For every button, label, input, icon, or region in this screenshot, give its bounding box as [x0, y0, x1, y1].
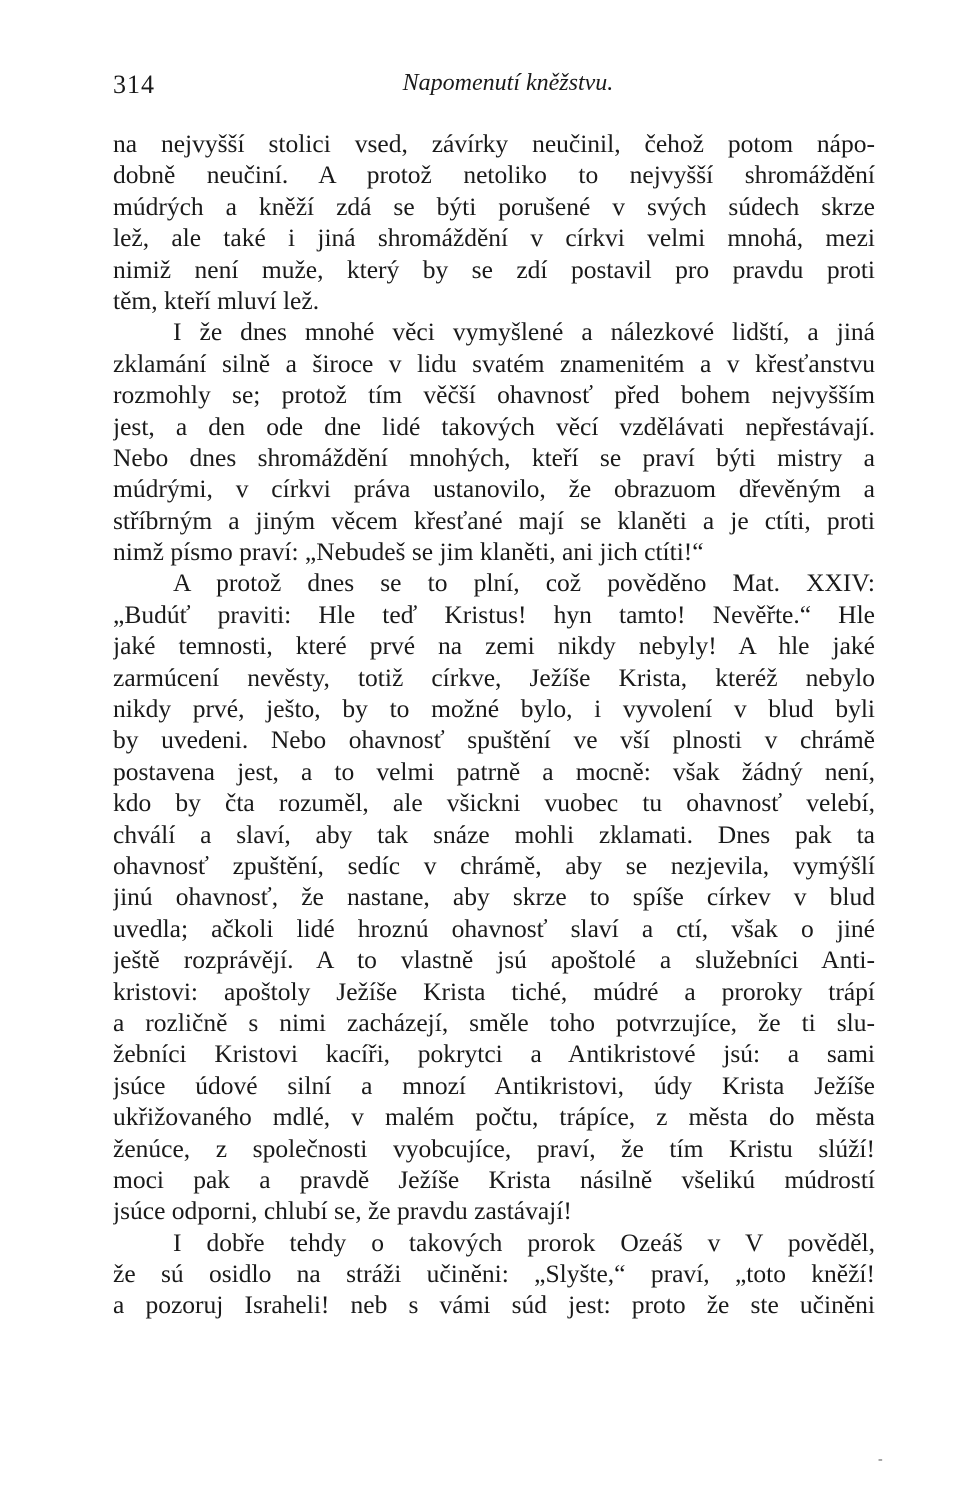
text-line: kristovi: apoštoly Ježíše Krista tiché, múdré a proroky trápí	[113, 976, 875, 1006]
text-line: chválí a slaví, aby tak snáze mohli zklamati. Dnes pak ta	[113, 819, 875, 849]
text-line: postavena jest, a to velmi patrně a mocně: však žádný není,	[113, 756, 875, 786]
text-line: zklamání silně a široce v lidu svatém znamenitém a v křesťanstvu	[113, 348, 875, 378]
text-line: jsúce odporni, chlubí se, že pravdu zastávají!	[113, 1196, 572, 1226]
text-line: stříbrným a jiným věcem křesťané mají se klaněti a je ctíti, proti	[113, 505, 875, 535]
body-text	[113, 128, 875, 1321]
text-line: kdo by čta rozuměl, ale všickni vuobec tu ohavnosť velebí,	[113, 788, 875, 818]
running-title: Napomenutí kněžstvu.	[402, 70, 614, 96]
text-line: jest, a den ode dne lidé takových věcí vzdělávati nepřestávají.	[113, 411, 875, 441]
text-line: že sú osidlo na stráži učiněni: „Slyšte,“ praví, „toto kněží!	[113, 1259, 875, 1289]
text-line: lež, ale také i jiná shromáždění v církvi velmi mnohá, mezi	[113, 223, 875, 253]
running-head	[113, 70, 873, 104]
text-line: ještě rozprávějí. A to vlastně jsú apoštolé a služebníci Anti-	[113, 945, 875, 975]
text-line: nikdy prvé, ješto, by to možné bylo, i vyvolení v blud byli	[113, 694, 875, 724]
text-line: by uvedeni. Nebo ohavnosť spuštění ve vší plnosti v chrámě	[113, 725, 875, 755]
text-line: na nejvyšší stolici vsed, závírky neučinil, čehož potom nápo-	[113, 129, 875, 158]
text-line: A protož dnes se to plní, což pověděno Mat. XXIV:	[173, 568, 875, 598]
text-line: dobně neučiní. A protož netoliko to nejvyšší shromáždění	[113, 160, 875, 190]
text-line: I dobře tehdy o takových prorok Ozeáš v V pověděl,	[173, 1227, 875, 1257]
text-line: I že dnes mnohé věci vymyšlené a nálezkové lidští, a jiná	[173, 317, 875, 347]
text-line: uvedla; ačkoli lidé hroznú ohavnosť slaví a ctí, však o jiné	[113, 913, 875, 943]
text-line: ženúce, z společnosti vyobcujíce, praví, že tím Kristu slúží!	[113, 1133, 875, 1163]
text-line: nimiž není muže, který by se zdí postavil pro pravdu proti	[113, 254, 875, 284]
text-line: žebníci Kristovi kacíři, pokrytci a Antikristové jsú: a sami	[113, 1039, 875, 1069]
page-number: 314	[113, 70, 155, 99]
text-line: moci pak a pravdě Ježíše Krista násilně všelikú múdrostí	[113, 1164, 875, 1194]
text-line: jinú ohavnosť, že nastane, aby skrze to spíše církev v blud	[113, 882, 875, 912]
text-line: zarmúcení nevěsty, totiž církve, Ježíše Krista, kteréž nebylo	[113, 662, 875, 692]
text-line: ohavnosť zpuštění, sedíc v chrámě, aby se nezjevila, vymýšlí	[113, 850, 875, 880]
text-line: múdrými, v církvi práva ustanovilo, že obrazuom dřevěným a	[113, 474, 875, 504]
page-mark: -	[878, 1452, 883, 1467]
text-line: jsúce údové silní a mnozí Antikristovi, údy Krista Ježíše	[113, 1070, 875, 1100]
text-line: jaké temnosti, které prvé na zemi nikdy nebyly! A hle jaké	[113, 631, 875, 661]
text-line: Nebo dnes shromáždění mnohých, kteří se praví býti mistry a	[113, 442, 875, 472]
text-line: ukřižovaného mdlé, v malém počtu, trápíce, z města do města	[113, 1102, 875, 1132]
text-line: rozmohly se; protož tím věčší ohavnosť před bohem nejvyšším	[113, 380, 875, 410]
text-line: a pozoruj Israheli! neb s vámi súd jest: proto že ste učiněni	[113, 1290, 875, 1320]
text-line: a rozličně s nimi zacházejí, směle toho potvrzujíce, že ti slu-	[113, 1007, 875, 1037]
text-line: „Budúť praviti: Hle teď Kristus! hyn tamto! Nevěřte.“ Hle	[113, 599, 875, 629]
text-line: těm, kteří mluví lež.	[113, 285, 320, 315]
text-line: múdrých a kněží zdá se býti porušené v svých súdech skrze	[113, 191, 875, 221]
text-line: nimž písmo praví: „Nebudeš se jim klaněti, ani jich ctíti!“	[113, 537, 704, 567]
